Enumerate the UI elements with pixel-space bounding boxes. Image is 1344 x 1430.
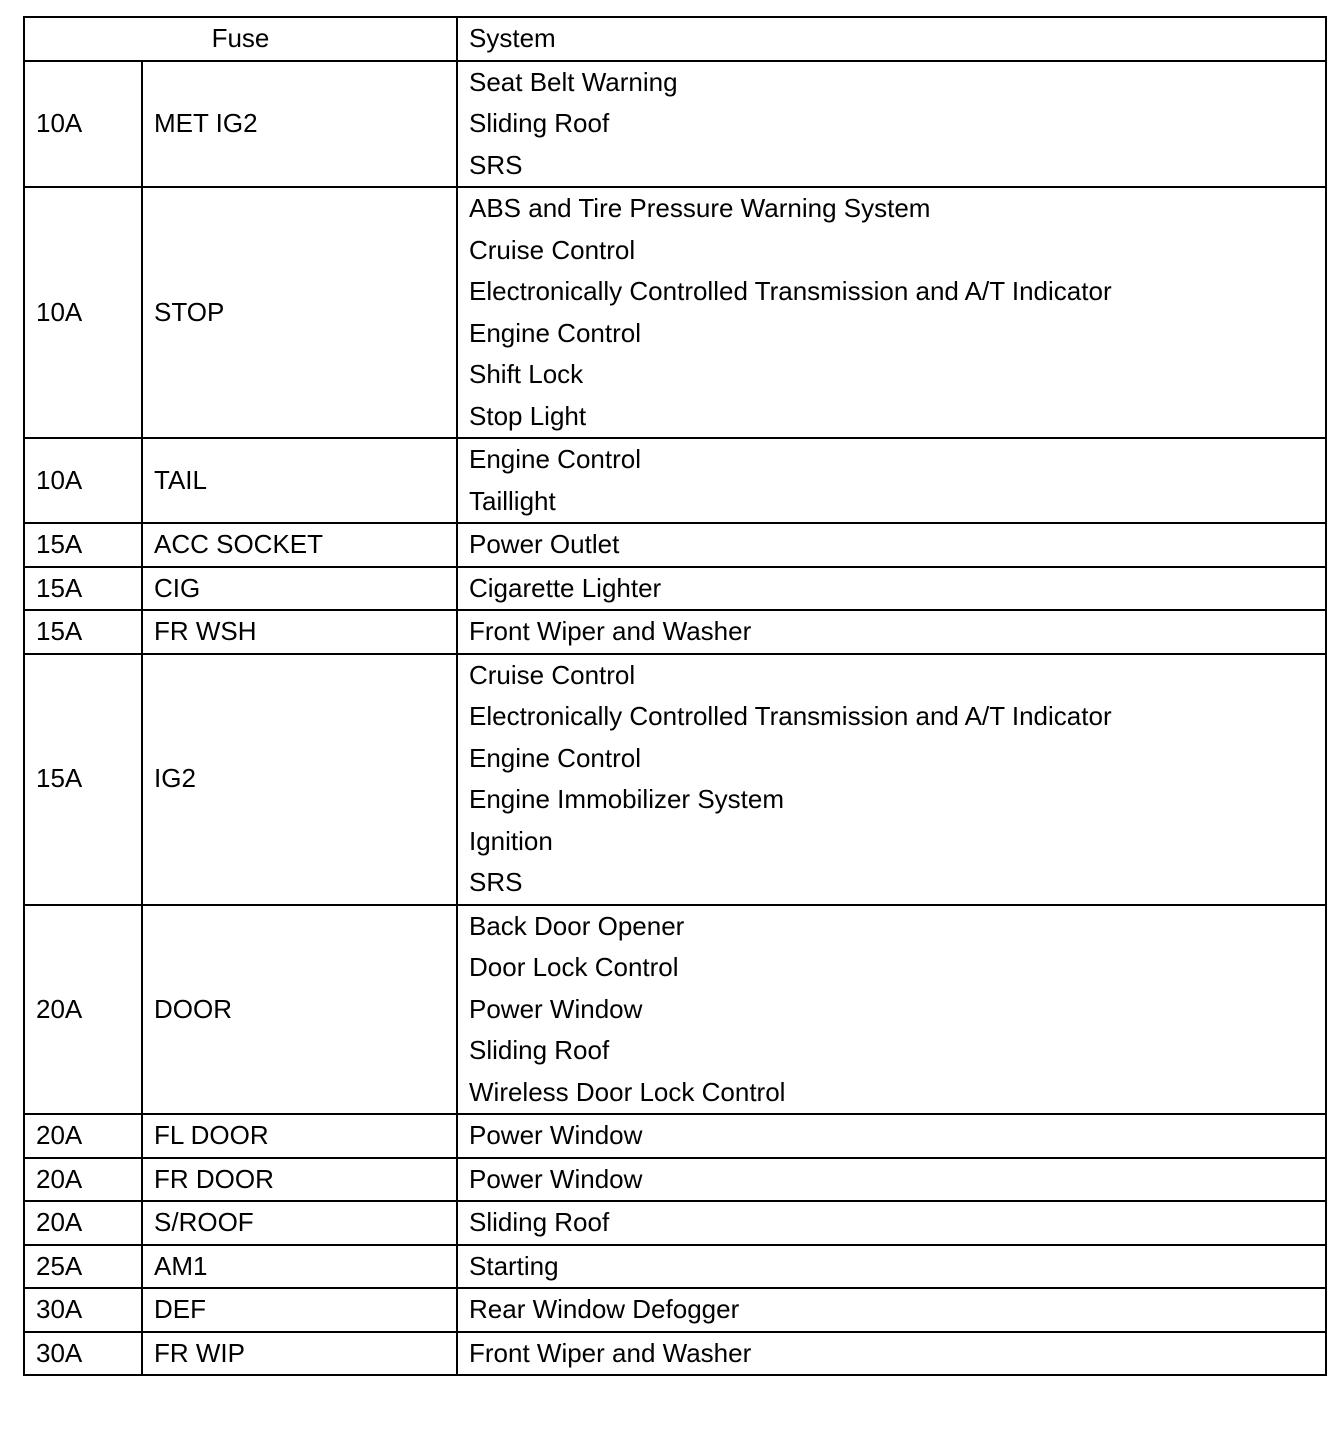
- fuse-amperage: 30A: [24, 1332, 142, 1376]
- fuse-systems: [457, 1158, 1326, 1202]
- system-item: Rear Window Defogger: [469, 1294, 740, 1324]
- fuse-table-body: [24, 61, 1326, 1376]
- system-item: ABS and Tire Pressure Warning System: [469, 193, 931, 223]
- system-item: Wireless Door Lock Control: [469, 1076, 786, 1107]
- fuse-amperage: 20A: [24, 1201, 142, 1245]
- system-item: Front Wiper and Washer: [469, 616, 752, 646]
- table-row: [24, 654, 1326, 905]
- system-item: SRS: [469, 149, 523, 180]
- header-row: [24, 17, 1326, 61]
- fuse-amperage: 20A: [24, 1158, 142, 1202]
- table-row: [24, 1332, 1326, 1376]
- system-item: Seat Belt Warning: [469, 66, 678, 97]
- table-row: [24, 1288, 1326, 1332]
- system-item: Back Door Opener: [469, 910, 685, 941]
- fuse-name: DOOR: [142, 905, 457, 1115]
- fuse-amperage: 10A: [24, 438, 142, 523]
- table-row: [24, 610, 1326, 654]
- table-row: [24, 523, 1326, 567]
- fuse-name: STOP: [142, 187, 457, 438]
- fuse-amperage: 20A: [24, 1114, 142, 1158]
- system-item: Door Lock Control: [469, 952, 679, 982]
- fuse-amperage: 15A: [24, 567, 142, 611]
- system-item: Engine Control: [469, 317, 641, 348]
- fuse-amperage: 30A: [24, 1288, 142, 1332]
- system-item: Power Window: [469, 1120, 643, 1150]
- fuse-name: FL DOOR: [142, 1114, 457, 1158]
- system-item: Cruise Control: [469, 659, 636, 690]
- fuse-name: FR WSH: [142, 610, 457, 654]
- table-row: [24, 438, 1326, 523]
- fuse-amperage: 15A: [24, 610, 142, 654]
- fuse-name: AM1: [142, 1245, 457, 1289]
- fuse-name: DEF: [142, 1288, 457, 1332]
- fuse-name: FR DOOR: [142, 1158, 457, 1202]
- table-row: [24, 1114, 1326, 1158]
- fuse-systems: [457, 1201, 1326, 1245]
- system-item: Ignition: [469, 825, 553, 856]
- fuse-amperage: 15A: [24, 523, 142, 567]
- system-item: Front Wiper and Washer: [469, 1337, 752, 1368]
- header-system: System: [457, 17, 1326, 61]
- fuse-systems: [457, 523, 1326, 567]
- fuse-systems: [457, 567, 1326, 611]
- fuse-name: IG2: [142, 654, 457, 905]
- fuse-systems: [457, 1245, 1326, 1289]
- fuse-name: ACC SOCKET: [142, 523, 457, 567]
- system-item: Electronically Controlled Transmission and A/T Indicator: [469, 701, 1112, 731]
- table-row: [24, 1158, 1326, 1202]
- system-item: SRS: [469, 867, 523, 897]
- fuse-systems: [457, 610, 1326, 654]
- fuse-systems: [457, 61, 1326, 188]
- table-row: [24, 567, 1326, 611]
- fuse-amperage: 10A: [24, 61, 142, 188]
- system-item: Sliding Roof: [469, 1207, 610, 1237]
- system-item: Starting: [469, 1250, 559, 1281]
- fuse-name: FR WIP: [142, 1332, 457, 1376]
- fuse-systems: [457, 438, 1326, 523]
- fuse-amperage: 20A: [24, 905, 142, 1115]
- system-item: Power Outlet: [469, 529, 620, 559]
- fuse-name: S/ROOF: [142, 1201, 457, 1245]
- system-item: Cruise Control: [469, 234, 636, 265]
- system-item: Sliding Roof: [469, 1035, 610, 1065]
- fuse-systems: [457, 1114, 1326, 1158]
- system-item: Engine Immobilizer System: [469, 784, 784, 814]
- system-item: Cigarette Lighter: [469, 572, 662, 603]
- table-row: [24, 905, 1326, 1115]
- system-item: Power Window: [469, 993, 643, 1024]
- table-row: [24, 187, 1326, 438]
- fuse-systems: [457, 905, 1326, 1115]
- fuse-name: TAIL: [142, 438, 457, 523]
- table-row: [24, 61, 1326, 188]
- table-row: [24, 1201, 1326, 1245]
- fuse-name: CIG: [142, 567, 457, 611]
- system-item: Power Window: [469, 1163, 643, 1194]
- system-item: Sliding Roof: [469, 108, 610, 138]
- system-item: Stop Light: [469, 400, 587, 431]
- fuse-table: [23, 16, 1327, 1376]
- system-item: Electronically Controlled Transmission and A/T Indicator: [469, 276, 1112, 306]
- fuse-systems: [457, 1288, 1326, 1332]
- fuse-systems: [457, 654, 1326, 905]
- fuse-name: MET IG2: [142, 61, 457, 188]
- system-item: Taillight: [469, 485, 556, 516]
- system-item: Engine Control: [469, 742, 641, 773]
- fuse-systems: [457, 1332, 1326, 1376]
- fuse-systems: [457, 187, 1326, 438]
- fuse-amperage: 25A: [24, 1245, 142, 1289]
- table-row: [24, 1245, 1326, 1289]
- fuse-amperage: 15A: [24, 654, 142, 905]
- header-fuse: Fuse: [24, 17, 457, 61]
- fuse-amperage: 10A: [24, 187, 142, 438]
- system-item: Shift Lock: [469, 359, 584, 389]
- system-item: Engine Control: [469, 444, 641, 474]
